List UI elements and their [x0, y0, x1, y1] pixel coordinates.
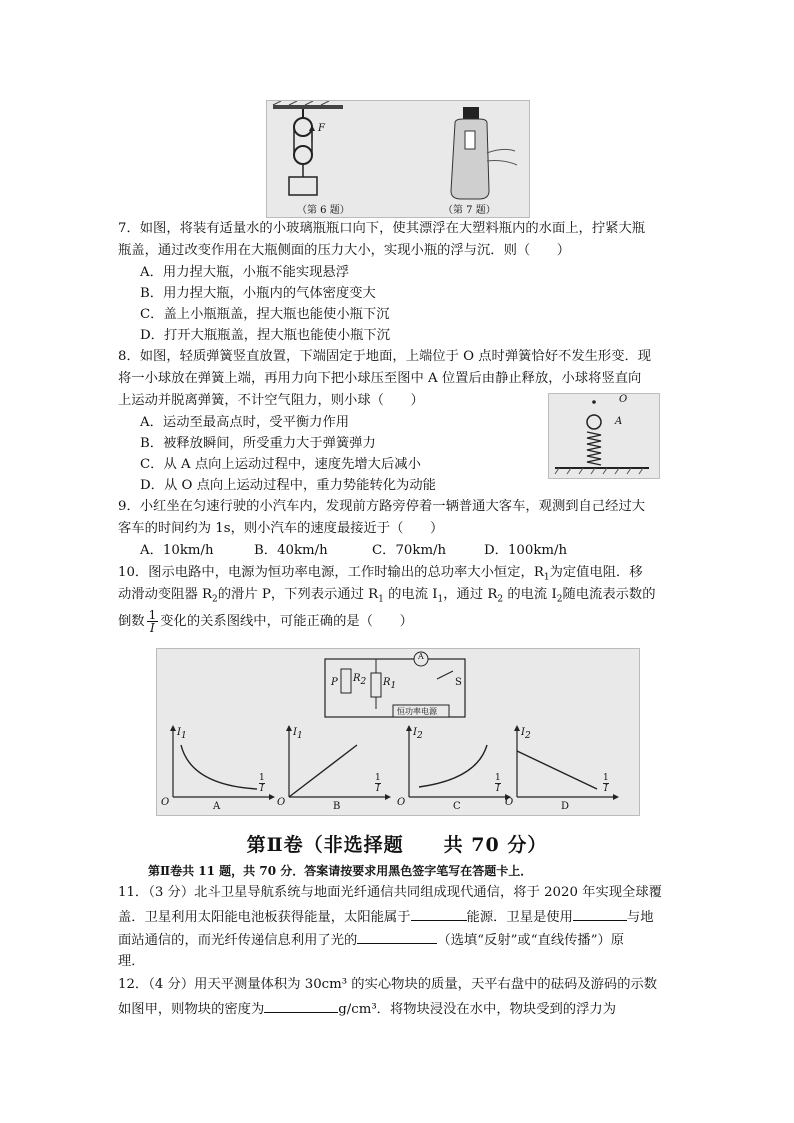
q8-stem-line3: 上运动并脱离弹簧，不计空气阻力，则小球（ ）: [118, 393, 424, 408]
q7-stem-line2: 瓶盖，通过改变作用在大瓶侧面的压力大小，实现小瓶的浮与沉．则（ ）: [118, 243, 571, 258]
resistor-r2-label: $R_2$: [353, 673, 367, 687]
graph-b-ylabel: $I_1$: [293, 727, 303, 741]
q7-option-d: D．打开大瓶瓶盖，捏大瓶也能使小瓶下沉: [140, 328, 391, 343]
q7-option-c: C．盖上小瓶瓶盖，捏大瓶也能使小瓶下沉: [140, 307, 390, 322]
caption-q6: （第 6 题）: [297, 205, 350, 216]
graph-a-xlabel: 1 I: [259, 773, 265, 794]
q12-stem-line1: 12．（4 分）用天平测量体积为 30cm³ 的实心物块的质量，天平右盘中的砝码及游码的示数: [118, 977, 658, 992]
fraction-one-over-i: $\frac{1}{I}$: [148, 608, 157, 635]
caption-q7: （第 7 题）: [443, 205, 496, 216]
q10-stem-line3: 倒数 $\frac{1}{I}$ 变化的关系图线中，可能正确的是（ ）: [118, 608, 413, 635]
force-label: F: [318, 123, 325, 134]
graph-c-origin: O: [397, 797, 406, 808]
graph-a-option: A: [213, 801, 221, 812]
q12-stem-line2: 如图甲，则物块的密度为 g/cm³．将物块浸没在水中，物块受到的浮力为: [118, 998, 616, 1020]
q9-option-c: C．70km/h: [372, 543, 447, 558]
q9-option-a: A．10km/h: [140, 543, 214, 558]
figure-q6-q7: [266, 100, 530, 218]
answer-blank[interactable]: [573, 906, 627, 921]
q11-stem-line1: 11．（3 分）北斗卫星导航系统与地面光纤通信共同组成现代通信，将于 2020 年实现全球覆: [118, 885, 662, 900]
label-s: S: [455, 677, 462, 688]
answer-blank[interactable]: [411, 906, 467, 921]
spring-drawing: [549, 394, 659, 478]
answer-blank[interactable]: [264, 998, 338, 1013]
q8-option-a: A．运动至最高点时，受平衡力作用: [140, 415, 350, 430]
answer-blank[interactable]: [357, 929, 437, 944]
q9-option-b: B．40km/h: [254, 543, 328, 558]
q8-option-c: C．从 A 点向上运动过程中，速度先增大后减小: [140, 457, 421, 472]
q8-option-d: D．从 O 点向上运动过程中，重力势能转化为动能: [140, 478, 436, 493]
resistor-r1-label: $R_1$: [383, 677, 397, 691]
power-source-label: 恒功率电源: [397, 707, 437, 716]
q8-option-b: B．被释放瞬间，所受重力大于弹簧弹力: [140, 436, 376, 451]
graph-b-xlabel: 1 I: [375, 773, 381, 794]
graph-d-origin: O: [505, 797, 514, 808]
q8-stem-line2: 将一小球放在弹簧上端，再用力向下把小球压至图中 A 位置后由静止释放，小球将竖直向: [118, 371, 642, 386]
figure-q8-spring: [548, 393, 660, 479]
circuit-and-graphs-drawing: [157, 649, 639, 815]
section-title: 第Ⅱ卷（非选择题 共 70 分）: [246, 834, 548, 856]
q11-stem-line2: 盖．卫星利用太阳能电池板获得能量，太阳能属于 能源．卫星是使用 与地: [118, 906, 654, 928]
graph-a-ylabel: $I_1$: [177, 727, 187, 741]
q9-stem-line2: 客车的时间约为 1s，则小汽车的速度最接近于（ ）: [118, 521, 444, 536]
q9-stem-line1: 9．小红坐在匀速行驶的小汽车内，发现前方路旁停着一辆普通大客车，观测到自己经过大: [118, 499, 646, 514]
figure-q10-circuit-graphs: [156, 648, 640, 816]
q7-option-a: A．用力捏大瓶，小瓶不能实现悬浮: [140, 265, 350, 280]
graph-d-option: D: [561, 801, 570, 812]
q8-stem-line1: 8．如图，轻质弹簧竖直放置，下端固定于地面，上端位于 O 点时弹簧恰好不发生形变．现: [118, 349, 652, 364]
graph-c-ylabel: $I_2$: [413, 727, 423, 741]
graph-c-xlabel: 1 I: [495, 773, 501, 794]
graph-b-origin: O: [277, 797, 286, 808]
label-o: O: [619, 394, 628, 405]
graph-a-origin: O: [161, 797, 170, 808]
q10-stem-line2: 动滑动变阻器 $R_2$的滑片 P，下列表示通过 $R_1$ 的电流 $I_1$，通过 $R_2$ 的电流 $I_2$随电流表示数的: [118, 587, 656, 605]
q10-stem-line1: 10．图示电路中，电源为恒功率电源，工作时输出的总功率大小恒定，$R_1$为定值电阻．移: [118, 565, 643, 583]
q7-stem-line1: 7．如图，将装有适量水的小玻璃瓶瓶口向下，使其漂浮在大塑料瓶内的水面上，拧紧大瓶: [118, 221, 646, 236]
label-p: P: [331, 677, 338, 688]
graph-d-xlabel: 1 I: [603, 773, 609, 794]
graph-d-ylabel: $I_2$: [521, 727, 531, 741]
section-subtitle: 第Ⅱ卷共 11 题，共 70 分．答案请按要求用黑色签字笔写在答题卡上．: [148, 864, 533, 878]
ammeter-label: A: [418, 652, 424, 661]
q11-stem-line4: 理．: [118, 954, 145, 969]
graph-b-option: B: [333, 801, 341, 812]
q9-option-d: D．100km/h: [484, 543, 568, 558]
pulley-and-bottle-drawing: [267, 101, 529, 217]
q11-stem-line3: 面站通信的，而光纤传递信息利用了光的 （选填“反射”或“直线传播”）原: [118, 929, 624, 951]
label-a: A: [615, 416, 623, 427]
graph-c-option: C: [453, 801, 461, 812]
q7-option-b: B．用力捏大瓶，小瓶内的气体密度变大: [140, 286, 376, 301]
